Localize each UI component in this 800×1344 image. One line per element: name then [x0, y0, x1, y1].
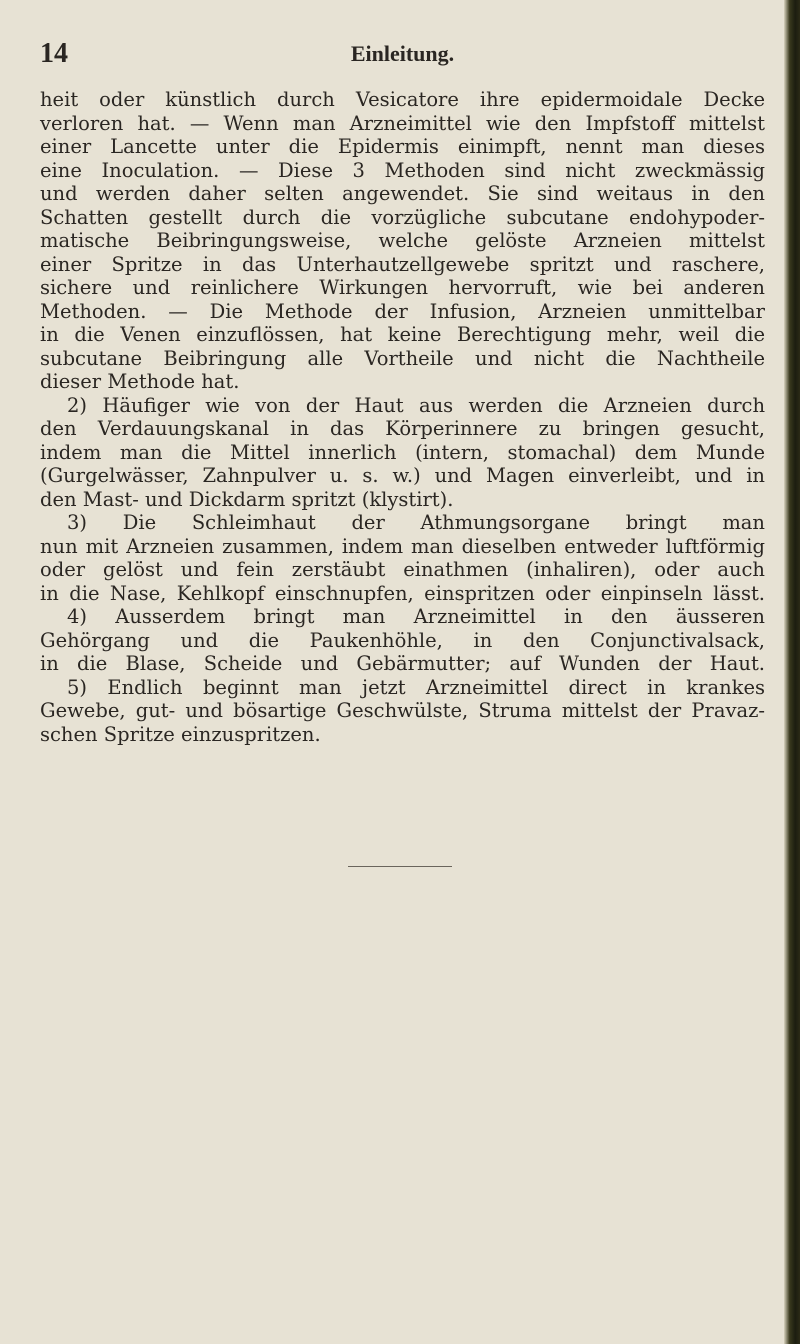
- text-line: in die Nase, Kehlkopf einschnupfen, einspritzen oder einpinseln lässt.: [40, 581, 765, 605]
- page-number: 14: [40, 38, 68, 69]
- text-line: subcutane Beibringung alle Vortheile und nicht die Nachtheile: [40, 346, 765, 370]
- text-line: 4) Ausserdem bringt man Arzneimittel in den äusseren: [67, 605, 765, 628]
- section-divider: [348, 866, 452, 867]
- text-line: schen Spritze einzuspritzen.: [40, 722, 321, 746]
- text-line: 5) Endlich beginnt man jetzt Arzneimittel direct in krankes: [67, 675, 765, 699]
- text-line: verloren hat. — Wenn man Arzneimittel wie den Impfstoff mittelst: [40, 111, 765, 135]
- text-line: 2) Häufiger wie von der Haut aus werden die Arzneien durch: [67, 393, 765, 417]
- text-line: einer Lancette unter die Epidermis einimpft, nennt man dieses: [40, 135, 765, 158]
- text-line: Gehörgang und die Paukenhöhle, in den Conjunctivalsack,: [40, 628, 765, 652]
- text-line: den Verdauungskanal in das Körperinnere zu bringen gesucht,: [40, 417, 765, 440]
- text-line: (Gurgelwässer, Zahnpulver u. s. w.) und Magen einverleibt, und in: [40, 464, 765, 487]
- page-edge-shadow: [784, 0, 800, 1344]
- text-line: heit oder künstlich durch Vesicatore ihre epidermoidale Decke: [40, 88, 765, 111]
- text-line: Methoden. — Die Methode der Infusion, Arzneien unmittelbar: [40, 299, 765, 323]
- text-line: dieser Methode hat.: [40, 370, 240, 393]
- text-line: in die Venen einzuflössen, hat keine Berechtigung mehr, weil die: [40, 323, 765, 346]
- text-line: Gewebe, gut- und bösartige Geschwülste, Struma mittelst der Pravaz-: [40, 699, 765, 722]
- text-line: 3) Die Schleimhaut der Athmungsorgane bringt man: [67, 511, 765, 534]
- text-line: nun mit Arzneien zusammen, indem man dieselben entweder luftförmig: [40, 534, 765, 558]
- page-header: [40, 38, 765, 72]
- text-line: Schatten gestellt durch die vorzügliche subcutane endohypoder-: [40, 205, 765, 229]
- text-line: oder gelöst und fein zerstäubt einathmen (inhaliren), oder auch: [40, 558, 765, 581]
- text-line: den Mast- und Dickdarm spritzt (klystirt).: [40, 487, 454, 511]
- text-line: eine Inoculation. — Diese 3 Methoden sind nicht zweckmässig: [40, 158, 765, 182]
- body-text: [40, 88, 765, 746]
- text-line: indem man die Mittel innerlich (intern, stomachal) dem Munde: [40, 440, 765, 464]
- running-head: Einleitung.: [350, 41, 455, 66]
- text-line: sichere und reinlichere Wirkungen hervorruft, wie bei anderen: [40, 276, 765, 299]
- text-line: in die Blase, Scheide und Gebärmutter; auf Wunden der Haut.: [40, 652, 765, 675]
- text-line: einer Spritze in das Unterhautzellgewebe spritzt und raschere,: [40, 252, 765, 276]
- text-line: matische Beibringungsweise, welche gelöste Arzneien mittelst: [40, 229, 765, 252]
- text-line: und werden daher selten angewendet. Sie sind weitaus in den: [40, 182, 765, 205]
